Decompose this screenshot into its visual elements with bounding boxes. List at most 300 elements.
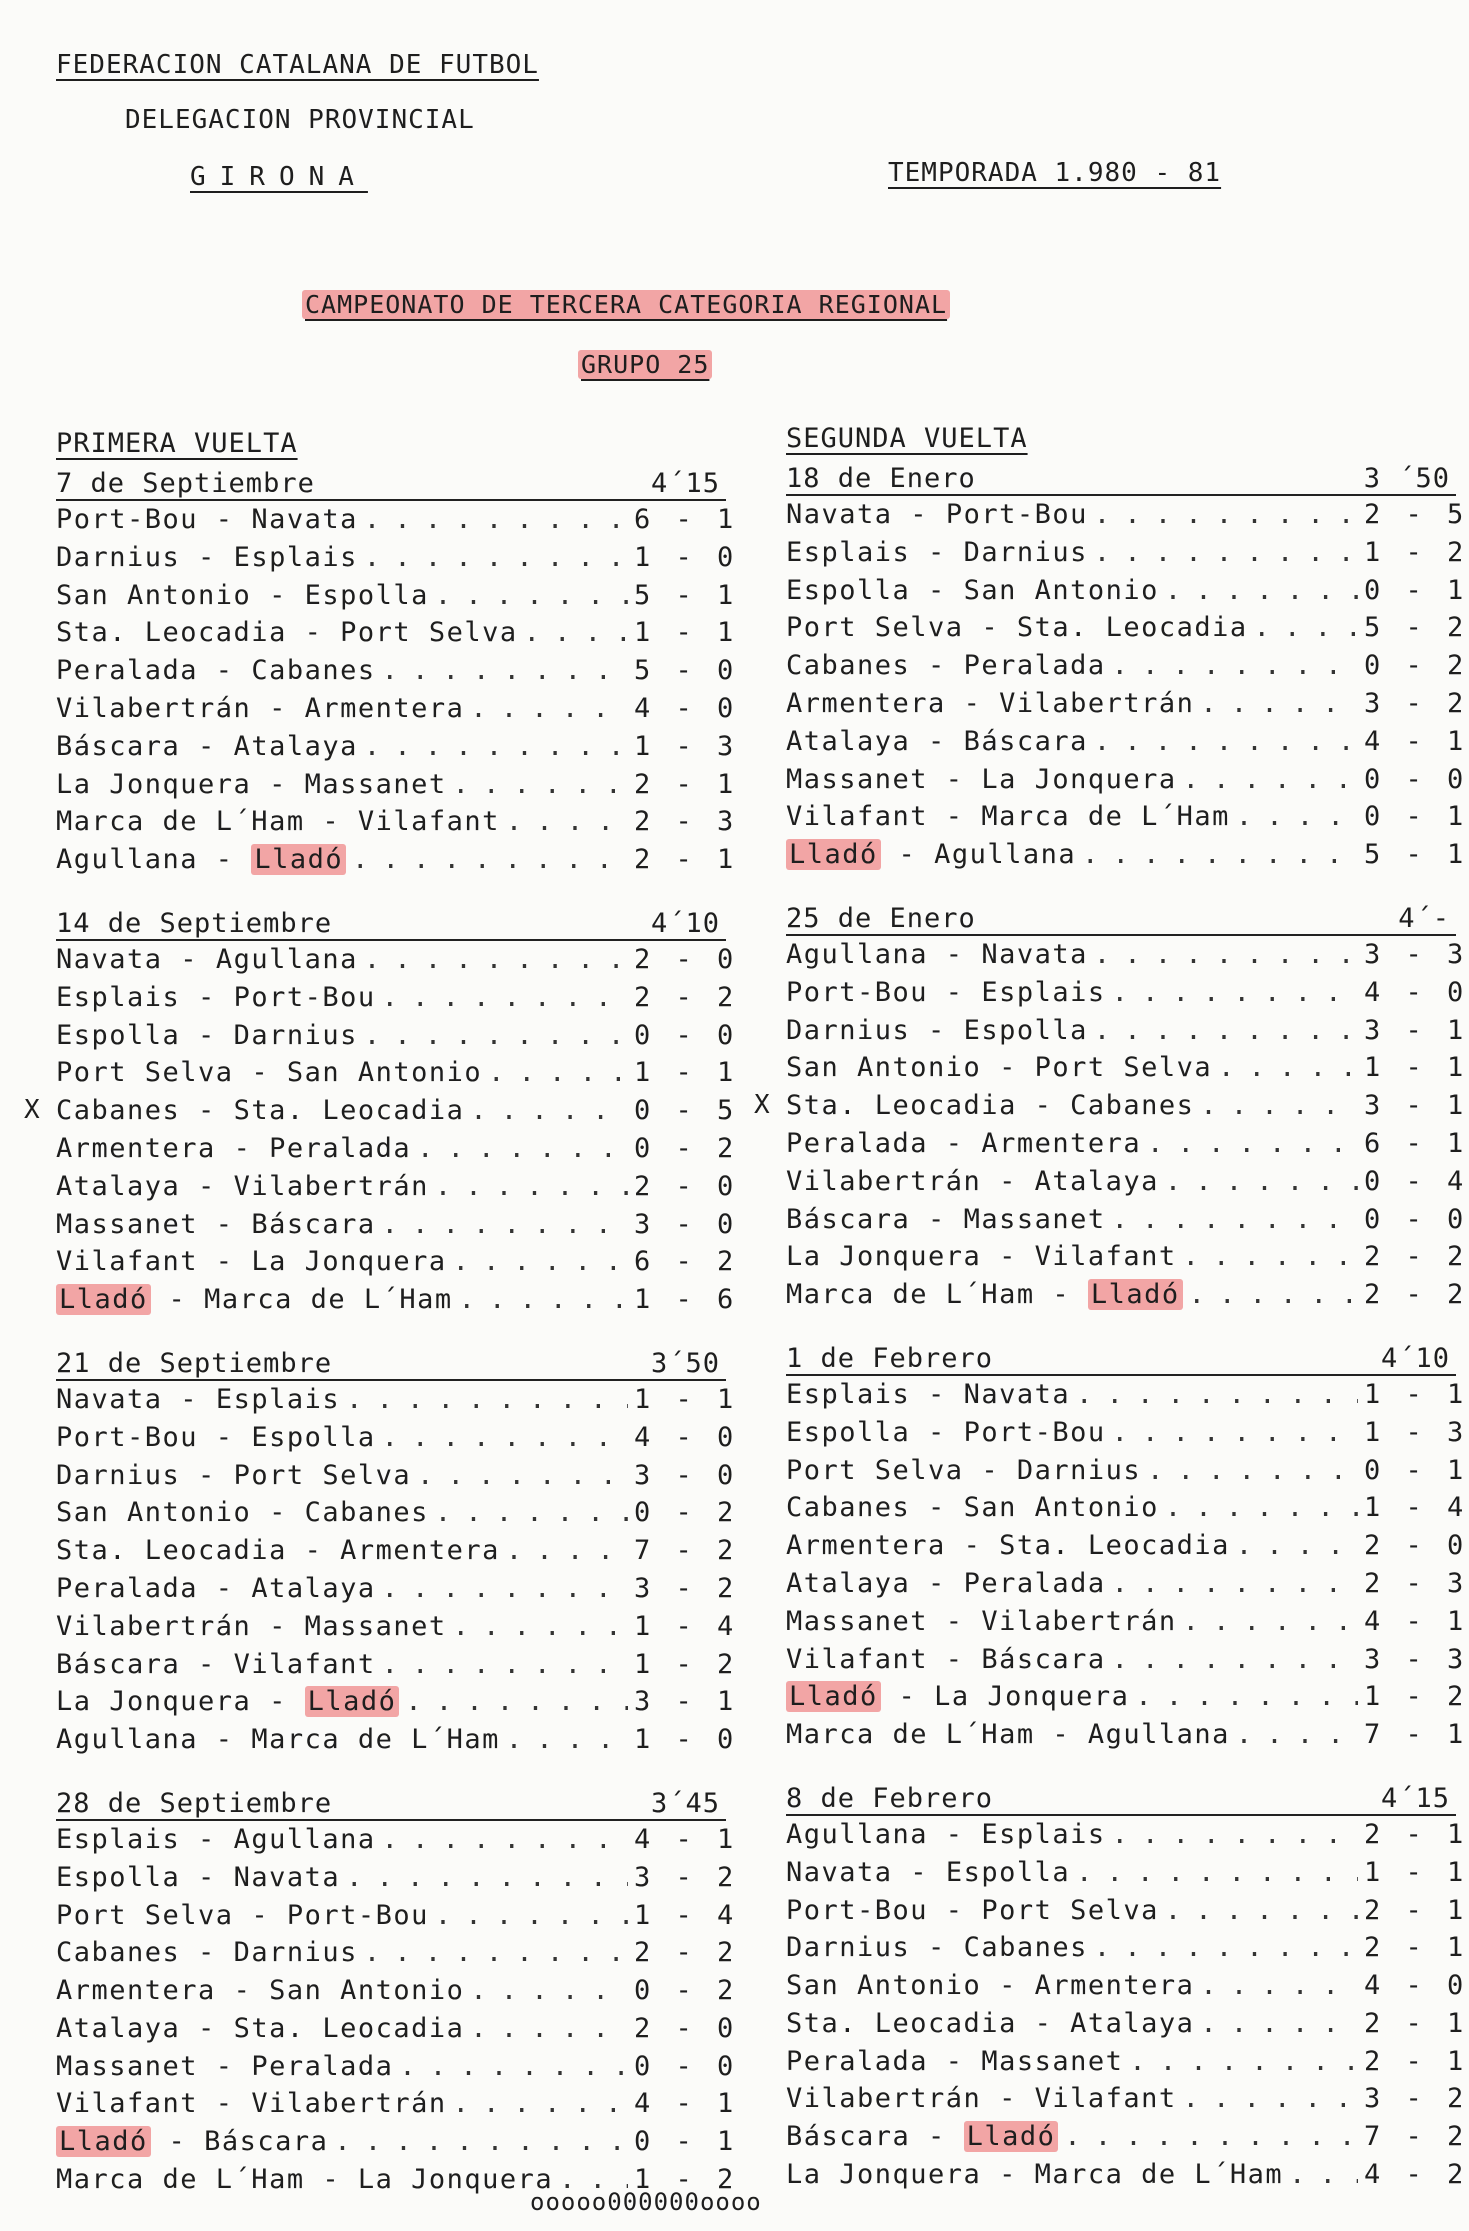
home-team: Vilafant: [56, 2088, 199, 2120]
away-team: Massanet: [304, 1610, 447, 1642]
match-teams: Massanet - La Jonquera: [786, 763, 1177, 795]
leader-dots: [453, 1608, 628, 1646]
home-team: Espolla: [56, 1019, 181, 1051]
match-row: [786, 1489, 1465, 1527]
delegation-title: DELEGACION PROVINCIAL: [125, 105, 475, 135]
leader-dots: [506, 1532, 628, 1570]
match-score: 0 - 2: [634, 1975, 735, 2007]
away-team: Esplais: [233, 541, 358, 573]
leader-dots: [1147, 1452, 1358, 1490]
match-score: 5 - 1: [634, 579, 735, 611]
match-row: [56, 979, 735, 1017]
match-teams: Peralada - Massanet: [786, 2045, 1124, 2077]
match-teams: Port-Bou - Navata: [56, 504, 358, 535]
match-score: 4 - 2: [1364, 2159, 1465, 2191]
leader-dots: [524, 614, 628, 652]
away-team: Cabanes: [963, 1932, 1088, 1964]
home-team: San Antonio: [786, 1052, 982, 1084]
match-row: [786, 1163, 1465, 1201]
match-teams: Esplais - Agullana: [56, 1823, 376, 1855]
round-time: 4´15: [650, 468, 720, 499]
leader-dots: [1218, 1049, 1358, 1087]
match-teams: San Antonio - Armentera: [786, 1970, 1195, 2002]
match-teams: Espolla - Navata: [56, 1861, 341, 1893]
match-teams: Navata - Esplais: [56, 1383, 341, 1415]
match-teams: Navata - Port-Bou: [786, 499, 1088, 530]
match-row: [56, 501, 735, 539]
home-team: Sta. Leocadia: [56, 1535, 287, 1567]
match-teams: Lladó - La Jonquera: [786, 1678, 1129, 1716]
away-team: Darnius: [963, 536, 1088, 568]
away-team: Armentera: [304, 692, 465, 724]
round-block: [24, 903, 735, 1319]
match-teams: Darnius - Esplais: [56, 541, 358, 573]
leader-dots: [1183, 761, 1358, 799]
leader-dots: [1064, 2118, 1358, 2156]
home-team: Navata: [56, 943, 163, 975]
away-team: Port-Bou: [233, 981, 376, 1013]
match-row: [786, 2156, 1465, 2194]
match-teams: Darnius - Cabanes: [786, 1932, 1088, 1964]
home-team: Vilabertrán: [56, 1610, 252, 1642]
leader-dots: [405, 1683, 628, 1721]
leader-dots: [1189, 1276, 1358, 1314]
match-row: [786, 723, 1465, 761]
match-score: 4 - 1: [634, 2088, 735, 2120]
round-time: 3´45: [650, 1787, 720, 1819]
match-teams: San Antonio - Espolla: [56, 579, 429, 611]
match-row: [24, 1092, 735, 1130]
away-team: Peralada: [963, 650, 1106, 682]
home-team: Port Selva: [56, 1899, 234, 1931]
match-score: 4 - 0: [634, 1421, 735, 1453]
round-header: [56, 463, 726, 501]
match-teams: Atalaya - Báscara: [786, 725, 1088, 757]
match-score: 0 - 0: [634, 1019, 735, 1051]
leader-dots: [417, 1457, 628, 1495]
away-team: Navata: [981, 938, 1088, 970]
leader-dots: [1082, 836, 1358, 874]
match-teams: Vilabertrán - Atalaya: [786, 1165, 1159, 1197]
match-score: 0 - 1: [1364, 574, 1465, 606]
home-team: Vilabertrán: [56, 692, 252, 724]
home-team: Espolla: [56, 1861, 181, 1893]
match-row: [56, 577, 735, 615]
match-score: 2 - 1: [1364, 1818, 1465, 1850]
away-team: Sta. Leocadia: [233, 2012, 465, 2044]
leader-dots: [1112, 647, 1358, 685]
match-teams: Marca de L´Ham - Lladó: [786, 1276, 1183, 1314]
leader-dots: [1183, 2080, 1358, 2118]
away-team: Vilafant: [1034, 2083, 1177, 2115]
away-team: Massanet: [304, 768, 447, 800]
home-team: Port Selva: [786, 1454, 964, 1486]
match-row: [786, 1012, 1465, 1050]
match-score: 2 - 0: [634, 1170, 735, 1202]
away-team: Esplais: [981, 1818, 1106, 1850]
leader-dots: [382, 1646, 628, 1684]
match-score: 4 - 1: [1364, 725, 1465, 757]
round-block: [56, 1783, 735, 2199]
match-teams: Vilabertrán - Vilafant: [786, 2083, 1177, 2115]
home-team: Atalaya: [786, 725, 911, 757]
home-team: Vilafant: [56, 1246, 199, 1278]
match-score: 2 - 1: [1364, 2007, 1465, 2039]
match-score: 3 - 3: [1364, 1643, 1465, 1675]
match-score: 1 - 4: [634, 1899, 735, 1931]
home-team: Agullana: [56, 1724, 199, 1756]
match-row: [786, 936, 1465, 974]
match-row: [786, 1452, 1465, 1490]
round-time: 4´10: [650, 907, 720, 939]
leader-dots: [453, 766, 628, 804]
match-teams: Espolla - Darnius: [56, 1019, 358, 1051]
match-teams: Báscara - Vilafant: [56, 1648, 376, 1680]
match-score: 1 - 2: [1364, 1681, 1465, 1713]
segunda-vuelta-rounds: [754, 458, 1465, 2194]
match-teams: Peralada - Armentera: [786, 1127, 1142, 1159]
match-row: [56, 539, 735, 577]
home-team: Port-Bou: [56, 1421, 199, 1453]
match-teams: Atalaya - Vilabertrán: [56, 1170, 429, 1202]
away-team: Darnius: [233, 1937, 358, 1969]
match-row: [56, 1972, 735, 2010]
leader-dots: [1094, 936, 1358, 974]
home-team: Lladó: [786, 839, 881, 870]
leader-dots: [1200, 1087, 1358, 1125]
home-team: Port-Bou: [56, 504, 199, 535]
x-mark: X: [754, 1090, 772, 1121]
leader-dots: [1112, 1641, 1358, 1679]
match-row: [56, 2123, 735, 2161]
match-teams: Cabanes - Sta. Leocadia: [56, 1095, 465, 1127]
match-score: 6 - 1: [1364, 1127, 1465, 1159]
away-team: Agullana: [215, 943, 358, 975]
home-team: Esplais: [786, 1378, 911, 1410]
match-row: [56, 1646, 735, 1684]
match-row: [56, 941, 735, 979]
home-team: La Jonquera: [56, 1686, 252, 1718]
away-team: Atalaya: [251, 1572, 376, 1604]
round-date: 25 de Enero: [786, 902, 976, 934]
match-teams: San Antonio - Cabanes: [56, 1497, 429, 1529]
round-block: [786, 1338, 1465, 1754]
match-teams: Agullana - Marca de L´Ham: [56, 1724, 500, 1756]
away-team: Esplais: [981, 976, 1106, 1008]
match-row: [786, 1376, 1465, 1414]
match-score: 1 - 4: [1364, 1492, 1465, 1524]
leader-dots: [1289, 2156, 1358, 2194]
match-row: [786, 1201, 1465, 1239]
home-team: Atalaya: [56, 1170, 181, 1202]
match-score: 1 - 0: [634, 1724, 735, 1756]
match-teams: Armentera - Vilabertrán: [786, 687, 1195, 719]
segunda-vuelta-column: [754, 420, 1465, 2194]
leader-dots: [382, 1570, 628, 1608]
match-score: 1 - 0: [634, 541, 735, 573]
match-teams: Lladó - Báscara: [56, 2123, 328, 2161]
away-team: La Jonquera: [357, 2164, 554, 2196]
away-team: Navata: [963, 1378, 1071, 1410]
match-score: 7 - 2: [634, 1535, 735, 1567]
leader-dots: [1236, 798, 1358, 836]
round-header: [786, 1338, 1456, 1376]
match-row: [56, 652, 735, 690]
away-team: Vilafant: [357, 806, 500, 838]
round-date: 21 de Septiembre: [56, 1347, 333, 1379]
match-row: [56, 841, 735, 879]
segunda-vuelta-title: SEGUNDA VUELTA: [786, 423, 1028, 454]
match-row: [786, 1892, 1465, 1930]
away-team: Lladó: [1088, 1279, 1183, 1310]
match-score: 3 - 1: [1364, 1090, 1465, 1122]
round-time: 4´-: [1398, 902, 1450, 934]
match-teams: Massanet - Vilabertrán: [786, 1605, 1177, 1637]
match-teams: La Jonquera - Marca de L´Ham: [786, 2159, 1284, 2191]
away-team: Peralada: [963, 1567, 1106, 1599]
home-team: Esplais: [56, 1823, 181, 1855]
match-teams: Espolla - Port-Bou: [786, 1416, 1106, 1448]
home-team: Sta. Leocadia: [786, 1090, 1017, 1122]
match-row: [56, 1168, 735, 1206]
leader-dots: [364, 539, 628, 577]
leader-dots: [435, 1897, 628, 1935]
leader-dots: [1135, 1678, 1358, 1716]
home-team: Espolla: [786, 574, 911, 606]
leader-dots: [364, 501, 628, 539]
away-team: La Jonquera: [981, 763, 1177, 795]
round-header: [56, 1783, 726, 1821]
home-team: Armentera: [56, 1975, 216, 2007]
championship-title: [302, 290, 950, 319]
match-teams: Báscara - Lladó: [786, 2118, 1058, 2156]
home-team: Esplais: [786, 536, 911, 568]
away-team: Navata: [251, 504, 358, 535]
leader-dots: [488, 1054, 628, 1092]
match-score: 1 - 1: [634, 1057, 735, 1089]
leader-dots: [1094, 723, 1358, 761]
home-team: Armentera: [786, 687, 946, 719]
match-score: 2 - 2: [1364, 1279, 1465, 1311]
leader-dots: [1183, 1238, 1358, 1276]
away-team: San Antonio: [963, 574, 1159, 606]
away-team: Lladó: [964, 2121, 1059, 2152]
match-row: [786, 534, 1465, 572]
home-team: Báscara: [786, 2121, 911, 2153]
round-time: 3´50: [650, 1347, 720, 1379]
match-row: [56, 614, 735, 652]
away-team: Vilafant: [233, 1648, 376, 1680]
city-title: GIRONA: [190, 162, 368, 192]
match-teams: Agullana - Lladó: [56, 841, 346, 879]
match-row: [786, 1854, 1465, 1892]
match-teams: Port Selva - Port-Bou: [56, 1899, 429, 1931]
match-score: 4 - 1: [634, 1823, 735, 1855]
match-row: [56, 1419, 735, 1457]
home-team: Atalaya: [56, 2012, 181, 2044]
match-score: 0 - 0: [1364, 763, 1465, 795]
match-teams: Esplais - Darnius: [786, 536, 1088, 568]
round-date: 28 de Septiembre: [56, 1787, 333, 1819]
match-row: [786, 1238, 1465, 1276]
home-team: Agullana: [786, 938, 929, 970]
home-team: Port Selva: [786, 612, 964, 644]
match-score: 6 - 2: [634, 1246, 735, 1278]
match-score: 2 - 0: [634, 2012, 735, 2044]
leader-dots: [364, 1017, 628, 1055]
championship-title-text: CAMPEONATO DE TERCERA CATEGORIA REGIONAL: [302, 290, 950, 319]
match-teams: Lladó - Agullana: [786, 836, 1076, 874]
away-team: Báscara: [251, 1208, 376, 1240]
match-row: [56, 1054, 735, 1092]
primera-vuelta-rounds: [24, 463, 735, 2199]
match-score: 3 - 0: [634, 1459, 735, 1491]
away-team: San Antonio: [286, 1057, 483, 1089]
group-label-text: GRUPO 25: [578, 350, 712, 379]
match-row: [786, 2080, 1465, 2118]
match-row: [786, 2118, 1465, 2156]
away-team: La Jonquera: [934, 1681, 1130, 1713]
away-team: Atalaya: [233, 730, 358, 762]
home-team: Darnius: [56, 1459, 181, 1491]
match-score: 0 - 1: [1364, 1454, 1465, 1486]
away-team: Esplais: [215, 1383, 341, 1415]
match-teams: Atalaya - Sta. Leocadia: [56, 2012, 465, 2044]
home-team: Navata: [786, 499, 893, 530]
away-team: San Antonio: [963, 1492, 1159, 1524]
leader-dots: [1147, 1125, 1358, 1163]
match-teams: Sta. Leocadia - Atalaya: [786, 2007, 1195, 2039]
home-team: Lladó: [786, 1681, 881, 1712]
match-score: 4 - 0: [1364, 1970, 1465, 2002]
leader-dots: [382, 1206, 628, 1244]
leader-dots: [1112, 1414, 1358, 1452]
match-teams: Vilafant - Vilabertrán: [56, 2088, 447, 2120]
away-team: Port-Bou: [945, 499, 1088, 530]
x-mark: X: [24, 1095, 42, 1126]
match-row: [786, 1678, 1465, 1716]
home-team: Armentera: [56, 1132, 216, 1164]
home-team: Massanet: [786, 1605, 929, 1637]
home-team: Massanet: [56, 1208, 199, 1240]
match-score: 0 - 1: [1364, 801, 1465, 833]
away-team: Darnius: [1016, 1454, 1142, 1486]
home-team: Atalaya: [786, 1567, 911, 1599]
match-row: [786, 2005, 1465, 2043]
match-row: [786, 1125, 1465, 1163]
leader-dots: [1165, 572, 1358, 610]
away-team: Sta. Leocadia: [1016, 612, 1248, 644]
away-team: Agullana: [233, 1823, 376, 1855]
match-score: 1 - 2: [634, 2164, 735, 2196]
match-score: 4 - 0: [634, 692, 735, 724]
leader-dots: [1112, 974, 1358, 1012]
away-team: Lladó: [305, 1686, 400, 1717]
leader-dots: [382, 1419, 628, 1457]
match-row: [786, 1414, 1465, 1452]
match-score: 3 - 1: [1364, 1014, 1465, 1046]
match-row: [56, 1381, 735, 1419]
home-team: Port Selva: [56, 1057, 234, 1089]
away-team: Armentera: [1034, 1970, 1195, 2002]
match-teams: La Jonquera - Lladó: [56, 1683, 399, 1721]
match-teams: Báscara - Massanet: [786, 1203, 1106, 1235]
home-team: Peralada: [56, 1572, 199, 1604]
match-teams: Esplais - Port-Bou: [56, 981, 376, 1013]
leader-dots: [470, 690, 628, 728]
round-header: [786, 1778, 1456, 1816]
match-score: 0 - 0: [634, 2050, 735, 2082]
match-teams: Cabanes - Darnius: [56, 1937, 358, 1969]
match-score: 1 - 1: [634, 1383, 735, 1415]
match-teams: Vilafant - La Jonquera: [56, 1246, 447, 1278]
match-row: [786, 2043, 1465, 2081]
match-teams: La Jonquera - Massanet: [56, 768, 447, 800]
round-time: 4´10: [1380, 1342, 1450, 1374]
match-teams: Agullana - Navata: [786, 938, 1088, 970]
leader-dots: [453, 2085, 628, 2123]
match-teams: Atalaya - Peralada: [786, 1567, 1106, 1599]
match-row: [56, 1721, 735, 1759]
home-team: Agullana: [56, 844, 199, 876]
match-row: [56, 1570, 735, 1608]
match-row: [56, 1206, 735, 1244]
match-row: [56, 1130, 735, 1168]
match-row: [56, 1494, 735, 1532]
leader-dots: [364, 1934, 628, 1972]
match-score: 2 - 3: [1364, 1567, 1465, 1599]
away-team: La Jonquera: [251, 1246, 447, 1278]
home-team: Marca de L´Ham: [56, 806, 305, 838]
match-score: 2 - 0: [1364, 1530, 1465, 1562]
match-score: 2 - 1: [1364, 1894, 1465, 1926]
leader-dots: [1254, 609, 1358, 647]
home-team: Sta. Leocadia: [56, 617, 287, 649]
match-row: [56, 1017, 735, 1055]
away-team: Marca de L´Ham: [251, 1724, 500, 1756]
away-team: San Antonio: [269, 1975, 465, 2007]
away-team: Port Selva: [233, 1459, 412, 1491]
match-teams: Port-Bou - Espolla: [56, 1421, 376, 1453]
leader-dots: [1129, 2043, 1358, 2081]
match-row: [786, 761, 1465, 799]
home-team: La Jonquera: [786, 2159, 982, 2191]
away-team: Espolla: [963, 1014, 1088, 1046]
match-teams: Port-Bou - Esplais: [786, 976, 1106, 1008]
primera-vuelta-column: [24, 425, 735, 2199]
home-team: Navata: [786, 1856, 893, 1888]
leader-dots: [352, 841, 628, 879]
match-teams: Marca de L´Ham - Agullana: [786, 1719, 1230, 1751]
away-team: Lladó: [251, 844, 346, 875]
group-label: [578, 350, 712, 379]
season-label: TEMPORADA 1.980 - 81: [888, 158, 1222, 188]
home-team: Marca de L´Ham: [786, 1719, 1035, 1751]
match-row: [56, 1897, 735, 1935]
round-header: [786, 898, 1456, 936]
round-date: 1 de Febrero: [786, 1342, 994, 1374]
match-score: 1 - 3: [634, 730, 735, 762]
leader-dots: [346, 1859, 628, 1897]
match-row: [786, 1929, 1465, 1967]
match-teams: Cabanes - San Antonio: [786, 1492, 1159, 1524]
leader-dots: [399, 2048, 628, 2086]
primera-vuelta-title: PRIMERA VUELTA: [56, 428, 298, 459]
match-score: 2 - 1: [634, 768, 735, 800]
match-score: 0 - 1: [634, 2126, 735, 2158]
match-teams: Sta. Leocadia - Port Selva: [56, 617, 518, 649]
match-row: [786, 647, 1465, 685]
